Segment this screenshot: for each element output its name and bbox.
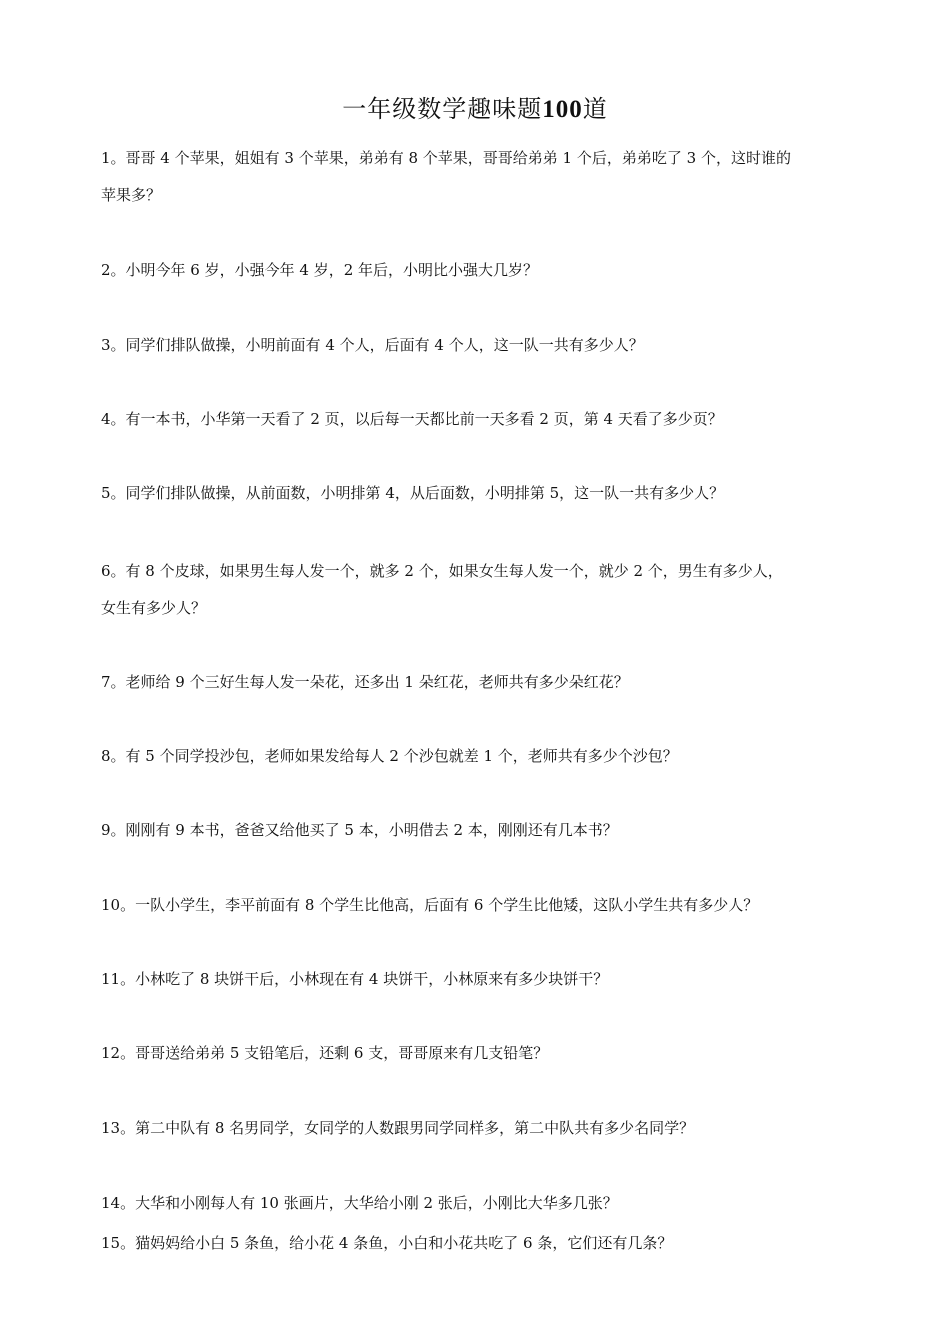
question-3-line-1: 3。同学们排队做操，小明前面有 4 个人，后面有 4 个人，这一队一共有多少人？	[101, 336, 644, 354]
question-2-line-1: 2。小明今年 6 岁，小强今年 4 岁，2 年后，小明比小强大几岁？	[101, 261, 539, 279]
question-14	[101, 1185, 861, 1222]
question-1	[101, 140, 861, 214]
question-6-line-2: 女生有多少人？	[101, 599, 207, 617]
question-11-line-1: 11。小林吃了 8 块饼干后，小林现在有 4 块饼干，小林原来有多少块饼干？	[101, 970, 609, 988]
question-10	[101, 887, 861, 924]
question-11	[101, 961, 861, 998]
question-8	[101, 738, 861, 775]
question-4	[101, 401, 861, 438]
title-suffix: 道	[582, 95, 608, 123]
question-15-line-1: 15。猫妈妈给小白 5 条鱼，给小花 4 条鱼，小白和小花共吃了 6 条，它们还有几条？	[101, 1234, 673, 1252]
question-7-line-1: 7。老师给 9 个三好生每人发一朵花，还多出 1 朵红花，老师共有多少朵红花？	[101, 673, 629, 691]
page-title	[0, 92, 950, 127]
question-12-line-1: 12。哥哥送给弟弟 5 支铅笔后，还剩 6 支，哥哥原来有几支铅笔？	[101, 1044, 549, 1062]
question-8-line-1: 8。有 5 个同学投沙包，老师如果发给每人 2 个沙包就差 1 个，老师共有多少个沙包？	[101, 747, 678, 765]
question-7	[101, 664, 861, 701]
question-6	[101, 553, 861, 627]
question-14-line-1: 14。大华和小刚每人有 10 张画片，大华给小刚 2 张后，小刚比大华多几张？	[101, 1194, 618, 1212]
question-5-line-1: 5。同学们排队做操，从前面数，小明排第 4，从后面数，小明排第 5，这一队一共有多少人？	[101, 484, 725, 502]
question-3	[101, 327, 861, 364]
title-number: 100	[542, 96, 583, 123]
question-12	[101, 1035, 861, 1072]
question-4-line-1: 4。有一本书，小华第一天看了 2 页，以后每一天都比前一天多看 2 页，第 4 天看了多少页？	[101, 410, 723, 428]
title-text: 一年级数学趣味题	[342, 95, 543, 123]
question-15	[101, 1225, 861, 1262]
question-13	[101, 1110, 861, 1147]
question-9	[101, 812, 861, 849]
question-1-line-1: 1。哥哥 4 个苹果，姐姐有 3 个苹果，弟弟有 8 个苹果，哥哥给弟弟 1 个后，弟弟吃了 3 个，这时谁的	[101, 149, 791, 167]
question-1-line-2: 苹果多？	[101, 186, 162, 204]
question-6-line-1: 6。有 8 个皮球，如果男生每人发一个，就多 2 个，如果女生每人发一个，就少 2 个，男生有多少人，	[101, 562, 783, 580]
question-5	[101, 475, 861, 512]
question-2	[101, 252, 861, 289]
question-13-line-1: 13。第二中队有 8 名男同学，女同学的人数跟男同学同样多，第二中队共有多少名同学？	[101, 1119, 695, 1137]
question-10-line-1: 10。一队小学生，李平前面有 8 个学生比他高，后面有 6 个学生比他矮，这队小学生共有多少人？	[101, 896, 759, 914]
question-9-line-1: 9。刚刚有 9 本书，爸爸又给他买了 5 本，小明借去 2 本，刚刚还有几本书？	[101, 821, 618, 839]
